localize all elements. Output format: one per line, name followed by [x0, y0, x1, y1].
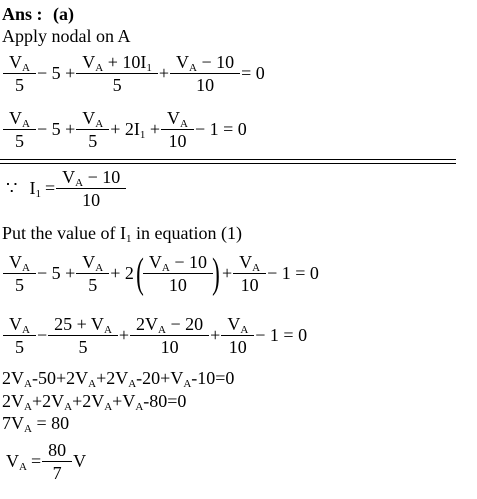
eq3-op1: − 5 +: [36, 263, 76, 283]
eq1-rhs: = 0: [241, 63, 265, 83]
eq3-term3: $\frac{V_A - 10}{10}$: [146, 252, 210, 295]
eq1-term1: $\frac{V_A}{5}$: [6, 52, 33, 95]
separator-top: [0, 159, 456, 160]
equation-2: [4, 108, 249, 151]
eq4-op2: +: [118, 325, 130, 345]
eq3-left-paren: (: [136, 250, 144, 297]
final-lhs: $V_A$: [6, 451, 27, 473]
eq4-op3: +: [210, 325, 221, 345]
eq4-term1: $\frac{V_A}{5}$: [6, 314, 33, 357]
eq3-right-paren: ): [212, 250, 220, 297]
simplify-line-2: $2V_A+2V_A+2V_A+V_A-80=0$: [2, 391, 187, 413]
intro-text: Apply nodal on A: [2, 26, 131, 46]
ans-choice: (a): [53, 4, 75, 24]
eq2-op2: + $2I_1$ +: [110, 119, 161, 141]
eq4-op1: −: [36, 325, 48, 345]
simplify-line-1: $2V_A-50+2V_A+2V_A-20+V_A-10=0$: [2, 368, 235, 390]
eq3-op2: + 2: [110, 263, 134, 283]
eq4-rhs: − 1 = 0: [255, 325, 308, 345]
eq3-term4: $\frac{V_A}{10}$: [236, 252, 263, 295]
equation-3: [4, 252, 321, 295]
final-unit: V: [73, 451, 87, 471]
eq1-term2: $\frac{V_A + 10I_1}{5}$: [79, 52, 155, 95]
final-fraction: $\frac{80}{7}$: [45, 440, 69, 483]
separator-bottom: [0, 163, 456, 164]
eq4-term2: $\frac{25 + V_A}{5}$: [51, 314, 115, 357]
equation-1: [4, 52, 267, 95]
since-equation: [4, 167, 125, 210]
answer-heading: [2, 4, 74, 25]
final-result: [4, 440, 88, 483]
since-fraction: $\frac{V_A - 10}{10}$: [59, 167, 123, 210]
ans-label: Ans :: [2, 4, 43, 24]
since-lhs: $I_1$: [29, 178, 41, 200]
put-value-text: Put the value of $I_1$ in equation (1): [2, 223, 242, 245]
eq3-rhs: − 1 = 0: [267, 263, 319, 283]
since-eq: =: [44, 178, 56, 198]
eq3-term1: $\frac{V_A}{5}$: [6, 252, 33, 295]
final-eq: =: [30, 451, 42, 471]
since-symbol: ∵: [6, 178, 18, 198]
equation-4: [4, 314, 309, 357]
eq1-op2: +: [158, 63, 170, 83]
eq2-term2: $\frac{V_A}{5}$: [79, 108, 106, 151]
eq4-term4: $\frac{V_A}{10}$: [224, 314, 251, 357]
eq4-term3: $\frac{2V_A - 20}{10}$: [133, 314, 206, 357]
simplify-line-3: $7V_A = 80$: [2, 413, 70, 435]
eq1-term3: $\frac{V_A - 10}{10}$: [173, 52, 237, 95]
eq1-op1: − 5 +: [36, 63, 76, 83]
eq2-op1: − 5 +: [36, 119, 76, 139]
eq2-rhs: − 1 = 0: [194, 119, 247, 139]
eq3-term2: $\frac{V_A}{5}$: [79, 252, 106, 295]
eq2-term3: $\frac{V_A}{10}$: [164, 108, 191, 151]
eq2-term1: $\frac{V_A}{5}$: [6, 108, 33, 151]
eq3-op3: +: [221, 263, 233, 283]
